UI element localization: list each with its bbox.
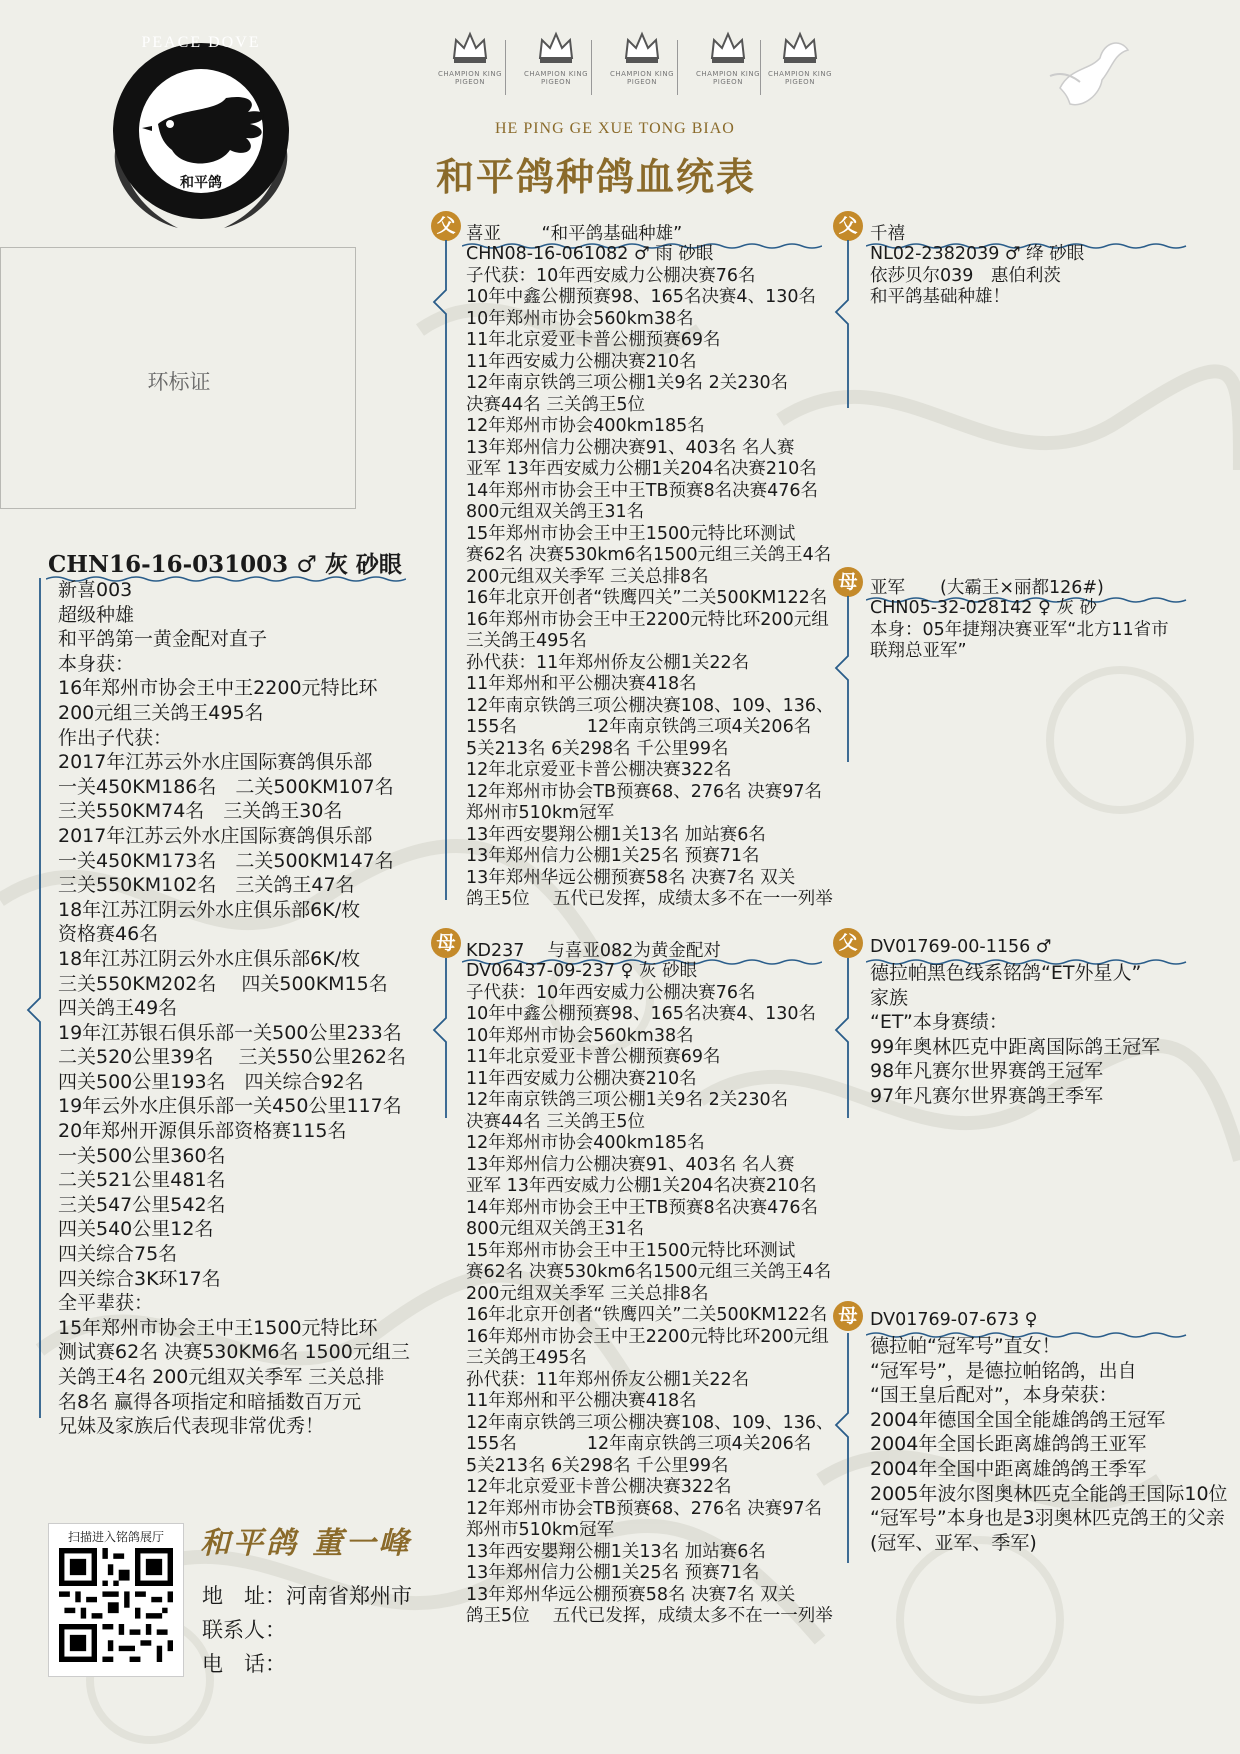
record-line: 16年北京开创者“铁鹰四关”二关500KM122名 [466, 588, 828, 608]
qr-caption: 扫描进入铭鸽展厅 [67, 1530, 164, 1544]
ring-number: CHN08-16-061082 ♂ 雨 砂眼 [466, 244, 714, 264]
record-line: 二关521公里481名 [58, 1169, 226, 1192]
record-line: 鸽王5位 五代已发挥，成绩太多不在一一列举 [466, 1606, 833, 1626]
record-line: 19年江苏银石俱乐部一关500公里233名 [58, 1021, 402, 1044]
sire-dam-lines [870, 598, 1169, 663]
record-line: 12年郑州市协会TB预赛68、276名 决赛97名 [466, 781, 822, 802]
title-pinyin: HE PING GE XUE TONG BIAO [495, 120, 735, 137]
record-line: 孙代获：11年郑州侨友公棚1关22名 [466, 1369, 750, 1390]
brand-signature: 和平鸽 董一峰 [200, 1526, 412, 1561]
record-line: 16年北京开创者“铁鹰四关”二关500KM122名 [466, 1305, 828, 1325]
record-line: 12年南京铁鸽三项公棚决赛108、109、136、 [466, 695, 834, 716]
dam-sire-badge: 父 [833, 928, 863, 958]
dam-badge: 母 [431, 928, 461, 958]
record-line: 18年江苏江阴云外水庄俱乐部6K/枚 [58, 947, 361, 970]
dam-dam-bracket [830, 1333, 860, 1563]
record-line: 10年中鑫公棚预赛98、165名决赛4、130名 [466, 1004, 816, 1024]
contact-row [202, 1614, 286, 1644]
record-line: 800元组双关鸽王31名 [466, 502, 645, 522]
record-line: 11年北京爱亚卡普公棚预赛69名 [466, 330, 721, 350]
subject-lines [58, 578, 410, 1439]
phone-label: 电 话： [202, 1652, 286, 1676]
crown-icon [536, 30, 576, 66]
record-line: 新喜003 [58, 579, 133, 601]
record-line: 三关550KM102名 三关鸽王47名 [58, 874, 355, 897]
record-line: 800元组双关鸽王31名 [466, 1219, 645, 1239]
record-line: 15年郑州市协会王中王1500元特比环测试 [466, 1240, 796, 1261]
record-line: 子代获：10年西安威力公棚决赛76名 [466, 982, 756, 1003]
record-line: 三关鸽王495名 [466, 631, 587, 651]
record-line: 200元组三关鸽王495名 [58, 701, 264, 724]
qr-card [48, 1523, 184, 1677]
record-line: 16年郑州市协会王中王2200元特比环 [58, 677, 378, 700]
address-label: 地 址： [202, 1584, 286, 1608]
record-line: 一关450KM186名 二关500KM107名 [58, 775, 394, 798]
dam-dam-lines [870, 1334, 1228, 1555]
qr-code[interactable] [59, 1548, 173, 1662]
record-line: 本身获： [58, 652, 135, 675]
record-line: 名8名 赢得各项指定和暗插数百万元 [58, 1390, 362, 1413]
record-line: 10年中鑫公棚预赛98、165名决赛4、130名 [466, 287, 816, 307]
page-title: 和平鸽种鸽血统表 [436, 154, 757, 199]
dam-name: KD237 与喜亚082为黄金配对 [466, 941, 721, 961]
dam-sire-name: DV01769-00-1156 ♂ [870, 937, 1052, 957]
crown-icon [622, 30, 662, 66]
dove-icon [1040, 28, 1136, 124]
record-line: 2017年江苏云外水庄国际赛鸽俱乐部 [58, 824, 373, 847]
record-line: 决赛44名 三关鸽王5位 [466, 1111, 645, 1132]
record-line: 12年北京爱亚卡普公棚决赛322名 [466, 760, 732, 780]
peace-dove-logo [98, 28, 304, 234]
record-line: 2005年波尔图奥林匹克全能鸽王国际10位 [870, 1482, 1228, 1505]
record-line: 98年凡赛尔世界赛鸽王冠军 [870, 1060, 1104, 1083]
dam-sire-bracket [830, 958, 860, 1118]
dam-bracket [428, 958, 458, 1118]
phone-row [202, 1648, 286, 1678]
record-line: 12年郑州市协会400km185名 [466, 416, 705, 436]
sire-badge: 父 [431, 211, 461, 241]
record-line: (冠军、亚军、季军) [870, 1531, 1037, 1554]
record-line: 15年郑州市协会王中王1500元特比环 [58, 1316, 378, 1339]
crown-divider [677, 40, 678, 95]
crown-caption: CHAMPION KING PIGEON [695, 70, 761, 86]
record-line: 16年郑州市协会王中王2200元特比环200元组 [466, 609, 829, 630]
dam-sire-lines [870, 961, 1160, 1109]
ring-number: CHN05-32-028142 ♀ 灰 砂 [870, 598, 1097, 618]
record-line: 12年郑州市协会TB预赛68、276名 决赛97名 [466, 1498, 822, 1519]
sire-bracket [428, 240, 458, 900]
record-line: 家族 [870, 986, 909, 1009]
crown-3 [602, 30, 682, 96]
sire-sire-lines [870, 244, 1084, 309]
ring-cert-box [0, 247, 356, 509]
record-line: 13年郑州华远公棚预赛58名 决赛7名 双关 [466, 1584, 796, 1605]
record-line: 12年北京爱亚卡普公棚决赛322名 [466, 1477, 732, 1497]
record-line: 13年郑州信力公棚1关25名 预赛71名 [466, 846, 760, 866]
crown-5 [760, 30, 840, 96]
record-line: 资格赛46名 [58, 923, 159, 946]
record-line: 155名 12年南京铁鸽三项4关206名 [466, 1434, 812, 1454]
record-line: 四关500公里193名 四关综合92名 [58, 1070, 364, 1093]
record-line: 依莎贝尔039 惠伯利茨 [870, 265, 1061, 286]
crown-caption: CHAMPION KING PIGEON [609, 70, 675, 86]
record-line: “冠军号”，是德拉帕铭鸽，出自 [870, 1359, 1137, 1382]
crown-divider [505, 40, 506, 95]
record-line: 一关500公里360名 [58, 1144, 226, 1167]
record-line: 11年北京爱亚卡普公棚预赛69名 [466, 1047, 721, 1067]
sire-sire-bracket [830, 240, 860, 408]
contact-label: 联系人： [202, 1618, 286, 1642]
record-line: 赛62名 决赛530km6名1500元组三关鸽王4名 [466, 1262, 832, 1282]
record-line: 12年南京铁鸽三项公棚决赛108、109、136、 [466, 1412, 834, 1433]
dam-lines [466, 961, 833, 1628]
logo-cn: 和平鸽 [180, 175, 222, 191]
record-line: 一关450KM173名 二关500KM147名 [58, 849, 394, 872]
record-line: 97年凡赛尔世界赛鸽王季军 [870, 1084, 1104, 1107]
record-line: 郑州市510km冠军 [466, 1520, 615, 1540]
record-line: 全平辈获： [58, 1292, 154, 1315]
record-line: 12年郑州市协会400km185名 [466, 1133, 705, 1153]
record-line: 19年云外水庄俱乐部一关450公里117名 [58, 1095, 402, 1118]
record-line: 联翔总亚军” [870, 641, 967, 661]
record-line: 11年西安威力公棚决赛210名 [466, 351, 697, 372]
crown-icon [708, 30, 748, 66]
crown-caption: CHAMPION KING PIGEON [523, 70, 589, 86]
record-line: 三关550KM74名 三关鸽王30名 [58, 800, 343, 823]
record-line: 关鸽王4名 200元组双关季军 三关总排 [58, 1366, 385, 1388]
record-line: 13年西安嬰翔公棚1关13名 加站赛6名 [466, 1541, 766, 1562]
subject-bracket [22, 578, 52, 1418]
record-line: 鸽王5位 五代已发挥，成绩太多不在一一列举 [466, 889, 833, 909]
record-line: 决赛44名 三关鸽王5位 [466, 394, 645, 415]
record-line: 四关综合75名 [58, 1243, 178, 1266]
address-row [202, 1580, 412, 1610]
record-line: 测试赛62名 决赛530KM6名 1500元组三 [58, 1341, 410, 1364]
record-line: 20年郑州开源俱乐部资格赛115名 [58, 1120, 347, 1143]
record-line: 子代获：10年西安威力公棚决赛76名 [466, 265, 756, 286]
record-line: 2017年江苏云外水庄国际赛鸽俱乐部 [58, 751, 373, 774]
sire-name: 喜亚 “和平鸽基础种雄” [466, 224, 683, 244]
dam-dam-name: DV01769-07-673 ♀ [870, 1310, 1038, 1330]
record-line: 本身：05年捷翔决赛亚军“北方11省市 [870, 619, 1169, 640]
record-line: 亚军 13年西安威力公棚1关204名决赛210名 [466, 1176, 817, 1196]
record-line: 三关547公里542名 [58, 1193, 226, 1216]
record-line: 13年郑州信力公棚决赛91、403名 名人赛 [466, 437, 795, 458]
record-line: 兄妹及家族后代表现非常优秀！ [58, 1415, 325, 1438]
record-line: 三关550KM202名 四关500KM15名 [58, 972, 388, 995]
record-line: 和平鸽第一黄金配对直子 [58, 628, 268, 651]
crown-2 [516, 30, 596, 96]
record-line: 14年郑州市协会王中王TB预赛8名决赛476名 [466, 1197, 818, 1218]
record-line: 12年南京铁鸽三项公棚1关9名 2关230名 [466, 1090, 789, 1110]
record-line: 15年郑州市协会王中王1500元特比环测试 [466, 523, 796, 544]
ring-cert-label: 环标证 [147, 370, 211, 394]
sire-sire-name: 千禧 [870, 224, 905, 244]
sire-sire-badge: 父 [833, 211, 863, 241]
record-line: 10年郑州市协会560km38名 [466, 308, 694, 329]
subject-ring: CHN16-16-031003 ♂ 灰 砂眼 [48, 551, 402, 578]
crown-4 [688, 30, 768, 96]
record-line: 5关213名 6关298名 千公里99名 [466, 1455, 729, 1476]
record-line: 德拉帕黑色线系铭鸽“ET外星人” [870, 962, 1142, 984]
record-line: 二关520公里39名 三关550公里262名 [58, 1046, 407, 1069]
record-line: 5关213名 6关298名 千公里99名 [466, 738, 729, 759]
record-line: 四关综合3K环17名 [58, 1267, 221, 1290]
record-line: 10年郑州市协会560km38名 [466, 1025, 694, 1046]
crown-1 [430, 30, 510, 96]
crown-divider [591, 40, 592, 95]
record-line: 12年南京铁鸽三项公棚1关9名 2关230名 [466, 373, 789, 393]
record-line: 14年郑州市协会王中王TB预赛8名决赛476名 [466, 480, 818, 501]
ring-number: NL02-2382039 ♂ 绛 砂眼 [870, 244, 1085, 264]
record-line: 11年西安威力公棚决赛210名 [466, 1068, 697, 1089]
sire-dam-name: 亚军 (大霸王×丽都126#) [870, 578, 1104, 598]
crown-caption: CHAMPION KING PIGEON [767, 70, 833, 86]
crown-icon [450, 30, 490, 66]
record-line: 四关鸽王49名 [58, 997, 178, 1020]
logo-text: PEACE DOVE [141, 34, 261, 51]
record-line: 郑州市510km冠军 [466, 803, 615, 823]
record-line: “ET”本身赛绩： [870, 1011, 1008, 1034]
address-value: 河南省郑州市 [286, 1584, 412, 1608]
record-line: “国王皇后配对”，本身荣获： [870, 1384, 1118, 1407]
record-line: 13年郑州华远公棚预赛58名 决赛7名 双关 [466, 867, 796, 888]
dam-dam-badge: 母 [833, 1301, 863, 1331]
record-line: 三关鸽王495名 [466, 1348, 587, 1368]
record-line: 11年郑州和平公棚决赛418名 [466, 674, 697, 694]
record-line: 18年江苏江阴云外水庄俱乐部6K/枚 [58, 898, 361, 921]
record-line: 13年西安嬰翔公棚1关13名 加站赛6名 [466, 824, 766, 845]
record-line: 11年郑州和平公棚决赛418名 [466, 1391, 697, 1411]
record-line: 13年郑州信力公棚1关25名 预赛71名 [466, 1563, 760, 1583]
sire-dam-bracket [830, 596, 860, 762]
record-line: 2004年德国全国全能雄鸽鸽王冠军 [870, 1408, 1166, 1431]
record-line: 孙代获：11年郑州侨友公棚1关22名 [466, 652, 750, 673]
record-line: 亚军 13年西安威力公棚1关204名决赛210名 [466, 459, 817, 479]
record-line: 99年奥林匹克中距离国际鸽王冠军 [870, 1035, 1161, 1058]
record-line: 155名 12年南京铁鸽三项4关206名 [466, 717, 812, 737]
record-line: 超级种雄 [58, 603, 135, 626]
sire-lines [466, 244, 833, 911]
record-line: 2004年全国中距离雄鸽鸽王季军 [870, 1457, 1147, 1480]
record-line: 200元组双关季军 三关总排8名 [466, 1283, 709, 1304]
ring-number: DV06437-09-237 ♀ 灰 砂眼 [466, 961, 698, 981]
record-line: 2004年全国长距离雄鸽鸽王亚军 [870, 1433, 1147, 1456]
record-line: 德拉帕“冠军号”直女！ [870, 1335, 1061, 1357]
record-line: “冠军号”本身也是3羽奥林匹克鸽王的父亲 [870, 1507, 1225, 1530]
sire-dam-badge: 母 [833, 567, 863, 597]
record-line: 16年郑州市协会王中王2200元特比环200元组 [466, 1326, 829, 1347]
record-line: 作出子代获： [58, 726, 173, 749]
crown-icon [780, 30, 820, 66]
crown-caption: CHAMPION KING PIGEON [437, 70, 503, 86]
record-line: 和平鸽基础种雄！ [870, 287, 1010, 307]
record-line: 200元组双关季军 三关总排8名 [466, 566, 709, 587]
record-line: 13年郑州信力公棚决赛91、403名 名人赛 [466, 1154, 795, 1175]
record-line: 赛62名 决赛530km6名1500元组三关鸽王4名 [466, 545, 832, 565]
record-line: 四关540公里12名 [58, 1218, 214, 1241]
